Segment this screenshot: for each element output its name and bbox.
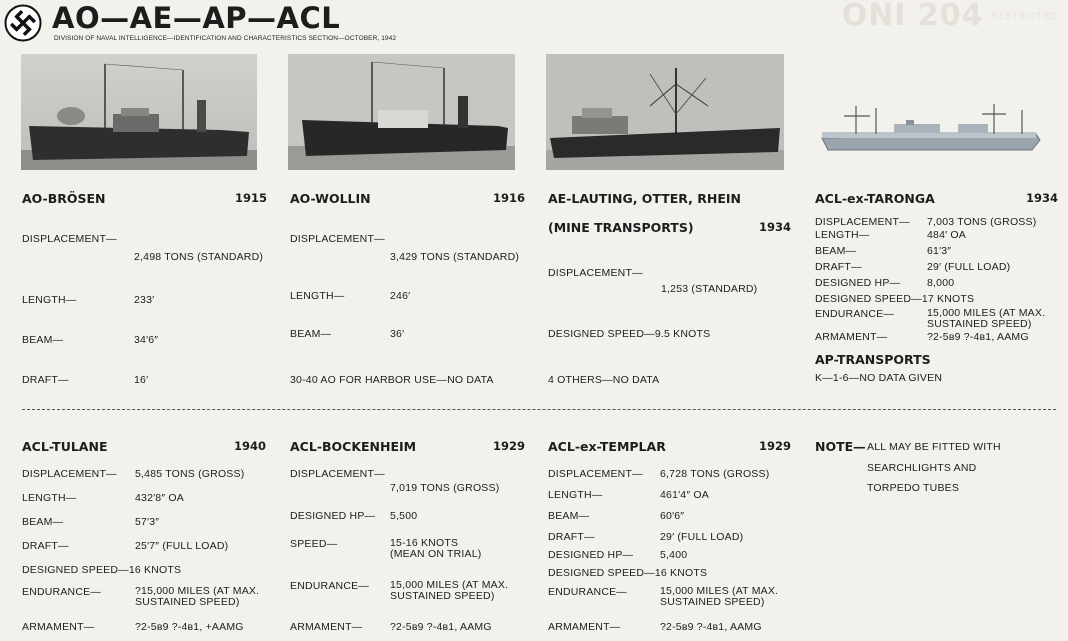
spec-value: 5,500 bbox=[390, 510, 418, 522]
ship-year: 1915 bbox=[235, 191, 268, 205]
spec-label: ARMAMENT— bbox=[548, 621, 621, 633]
spec-value: 15,000 MILES (AT MAX. SUSTAINED SPEED) bbox=[927, 307, 1046, 330]
spec-label: ARMAMENT— bbox=[290, 621, 363, 633]
note-line: ALL MAY BE FITTED WITH bbox=[867, 441, 1001, 453]
spec-label: DISPLACEMENT— bbox=[548, 468, 643, 480]
spec-value: 461′4″ OA bbox=[660, 489, 709, 501]
spec-value: 2,498 TONS (STANDARD) bbox=[134, 251, 264, 263]
spec-value: ?2-5ʙ9 ?-4ʙ1, AAMG bbox=[660, 621, 762, 633]
spec-value: 60′6″ bbox=[660, 510, 685, 522]
spec-label: DISPLACEMENT— bbox=[290, 468, 385, 480]
ap-transports-heading: AP-TRANSPORTS bbox=[815, 352, 931, 367]
page-title: AO—AE—AP—ACL bbox=[52, 1, 341, 35]
spec-value: 5,400 bbox=[660, 549, 688, 561]
ship-name: AO-BRÖSEN bbox=[22, 191, 106, 206]
ship-column-taronga bbox=[815, 188, 1065, 398]
spec-value: 5,485 TONS (GROSS) bbox=[135, 468, 245, 480]
page-subtitle: DIVISION OF NAVAL INTELLIGENCE—IDENTIFICATION AND CHARACTERISTICS SECTION—OCTOBER, 1942 bbox=[54, 35, 397, 42]
spec-speed: DESIGNED SPEED—17 KNOTS bbox=[815, 293, 975, 305]
ship-year: 1934 bbox=[759, 220, 792, 234]
spec-label: DISPLACEMENT— bbox=[290, 233, 385, 245]
spec-value: 246′ bbox=[390, 290, 411, 302]
ship-year: 1916 bbox=[493, 191, 526, 205]
ship-name: AE-LAUTING, OTTER, RHEIN bbox=[548, 191, 742, 206]
ship-year: 1929 bbox=[493, 439, 526, 453]
spec-label: ENDURANCE— bbox=[22, 586, 102, 598]
spec-value: 8,000 bbox=[927, 277, 955, 289]
ship-column-tulane bbox=[22, 436, 267, 636]
spec-label: LENGTH— bbox=[290, 290, 345, 302]
spec-value: ?2-5ʙ9 ?-4ʙ1, AAMG bbox=[390, 621, 492, 633]
spec-label: LENGTH— bbox=[22, 294, 77, 306]
spec-label: BEAM— bbox=[548, 510, 590, 522]
ship-photo-wollin bbox=[288, 54, 515, 170]
ship-name: ACL-BOCKENHEIM bbox=[290, 439, 417, 454]
spec-value: 3,429 TONS (STANDARD) bbox=[390, 251, 520, 263]
ship-year: 1940 bbox=[234, 439, 267, 453]
spec-speed: DESIGNED SPEED—9.5 KNOTS bbox=[548, 328, 711, 340]
spec-value: 233′ bbox=[134, 294, 155, 306]
ship-name: ACL-ex-TEMPLAR bbox=[548, 439, 666, 454]
spec-value: 7,003 TONS (GROSS) bbox=[927, 216, 1037, 228]
spec-value: 1,253 (STANDARD) bbox=[661, 283, 758, 295]
spec-label: BEAM— bbox=[22, 516, 64, 528]
spec-value: ?15,000 MILES (AT MAX. SUSTAINED SPEED) bbox=[135, 585, 260, 608]
spec-value: 7,019 TONS (GROSS) bbox=[390, 482, 500, 494]
spec-value: 484′ OA bbox=[927, 229, 966, 241]
ship-name: ACL-ex-TARONGA bbox=[815, 191, 935, 206]
ship-note: 30-40 AO FOR HARBOR USE—NO DATA bbox=[290, 374, 494, 386]
bleed-through-text: ONI 204 RESTRICTED bbox=[841, 0, 1058, 33]
spec-label: DESIGNED HP— bbox=[548, 549, 634, 561]
note-label: NOTE— bbox=[815, 439, 866, 454]
spec-value: 6,728 TONS (GROSS) bbox=[660, 468, 770, 480]
spec-value: 432′8″ OA bbox=[135, 492, 184, 504]
ship-year: 1934 bbox=[1026, 191, 1059, 205]
ship-name: ACL-TULANE bbox=[22, 439, 108, 454]
ship-column-bockenheim bbox=[290, 436, 530, 636]
ship-photo-brosen bbox=[21, 54, 257, 170]
spec-label: DISPLACEMENT— bbox=[548, 267, 643, 279]
spec-label: ARMAMENT— bbox=[22, 621, 95, 633]
spec-value: 57′3″ bbox=[135, 516, 160, 528]
ship-column-lauting bbox=[548, 188, 793, 398]
ship-name-line2: (MINE TRANSPORTS) bbox=[548, 220, 694, 235]
ship-column-brosen bbox=[22, 188, 267, 398]
spec-label: DRAFT— bbox=[22, 374, 69, 386]
spec-label: ENDURANCE— bbox=[290, 580, 370, 592]
section-divider bbox=[22, 409, 1056, 410]
spec-label: DISPLACEMENT— bbox=[22, 233, 117, 245]
spec-value: 16′ bbox=[134, 374, 149, 386]
spec-label: DRAFT— bbox=[815, 261, 862, 273]
ship-profile-drawing-taronga bbox=[818, 94, 1044, 156]
ship-name: AO-WOLLIN bbox=[290, 191, 371, 206]
ap-transports-note: K—1-6—NO DATA GIVEN bbox=[815, 372, 943, 384]
spec-label: BEAM— bbox=[22, 334, 64, 346]
spec-value: 29′ (FULL LOAD) bbox=[927, 261, 1011, 273]
spec-label: ARMAMENT— bbox=[815, 331, 888, 343]
spec-speed: DESIGNED SPEED—16 KNOTS bbox=[22, 564, 182, 576]
spec-label: LENGTH— bbox=[22, 492, 77, 504]
spec-label: BEAM— bbox=[815, 245, 857, 257]
spec-value: 15,000 MILES (AT MAX. SUSTAINED SPEED) bbox=[660, 585, 779, 608]
spec-value: 15,000 MILES (AT MAX. SUSTAINED SPEED) bbox=[390, 579, 509, 602]
spec-label: LENGTH— bbox=[548, 489, 603, 501]
ship-year: 1929 bbox=[759, 439, 792, 453]
swastika-emblem-icon bbox=[4, 4, 42, 42]
spec-label: ENDURANCE— bbox=[548, 586, 628, 598]
spec-label: SPEED— bbox=[290, 538, 338, 550]
spec-speed: DESIGNED SPEED—16 KNOTS bbox=[548, 567, 708, 579]
spec-label: DRAFT— bbox=[548, 531, 595, 543]
spec-value: 61′3″ bbox=[927, 245, 952, 257]
spec-value: 29′ (FULL LOAD) bbox=[660, 531, 744, 543]
ship-note: 4 OTHERS—NO DATA bbox=[548, 374, 660, 386]
spec-label: DISPLACEMENT— bbox=[22, 468, 117, 480]
spec-label: ENDURANCE— bbox=[815, 308, 895, 320]
note-block bbox=[815, 436, 1060, 516]
spec-value: ?2-5ʙ9 ?-4ʙ1, AAMG bbox=[927, 331, 1029, 343]
spec-label: DRAFT— bbox=[22, 540, 69, 552]
spec-value: ?2-5ʙ9 ?-4ʙ1, +AAMG bbox=[135, 621, 244, 633]
spec-value: 25′7″ (FULL LOAD) bbox=[135, 540, 229, 552]
ship-photo-lauting bbox=[546, 54, 784, 170]
note-line: TORPEDO TUBES bbox=[867, 482, 960, 494]
spec-value: 34′6″ bbox=[134, 334, 159, 346]
ship-column-wollin bbox=[290, 188, 530, 398]
spec-label: LENGTH— bbox=[815, 229, 870, 241]
ship-column-templar bbox=[548, 436, 793, 636]
spec-label: BEAM— bbox=[290, 328, 332, 340]
spec-value: 15-16 KNOTS (MEAN ON TRIAL) bbox=[390, 537, 482, 560]
spec-label: DISPLACEMENT— bbox=[815, 216, 910, 228]
spec-label: DESIGNED HP— bbox=[290, 510, 376, 522]
spec-value: 36′ bbox=[390, 328, 405, 340]
spec-label: DESIGNED HP— bbox=[815, 277, 901, 289]
note-line: SEARCHLIGHTS AND bbox=[867, 462, 977, 474]
